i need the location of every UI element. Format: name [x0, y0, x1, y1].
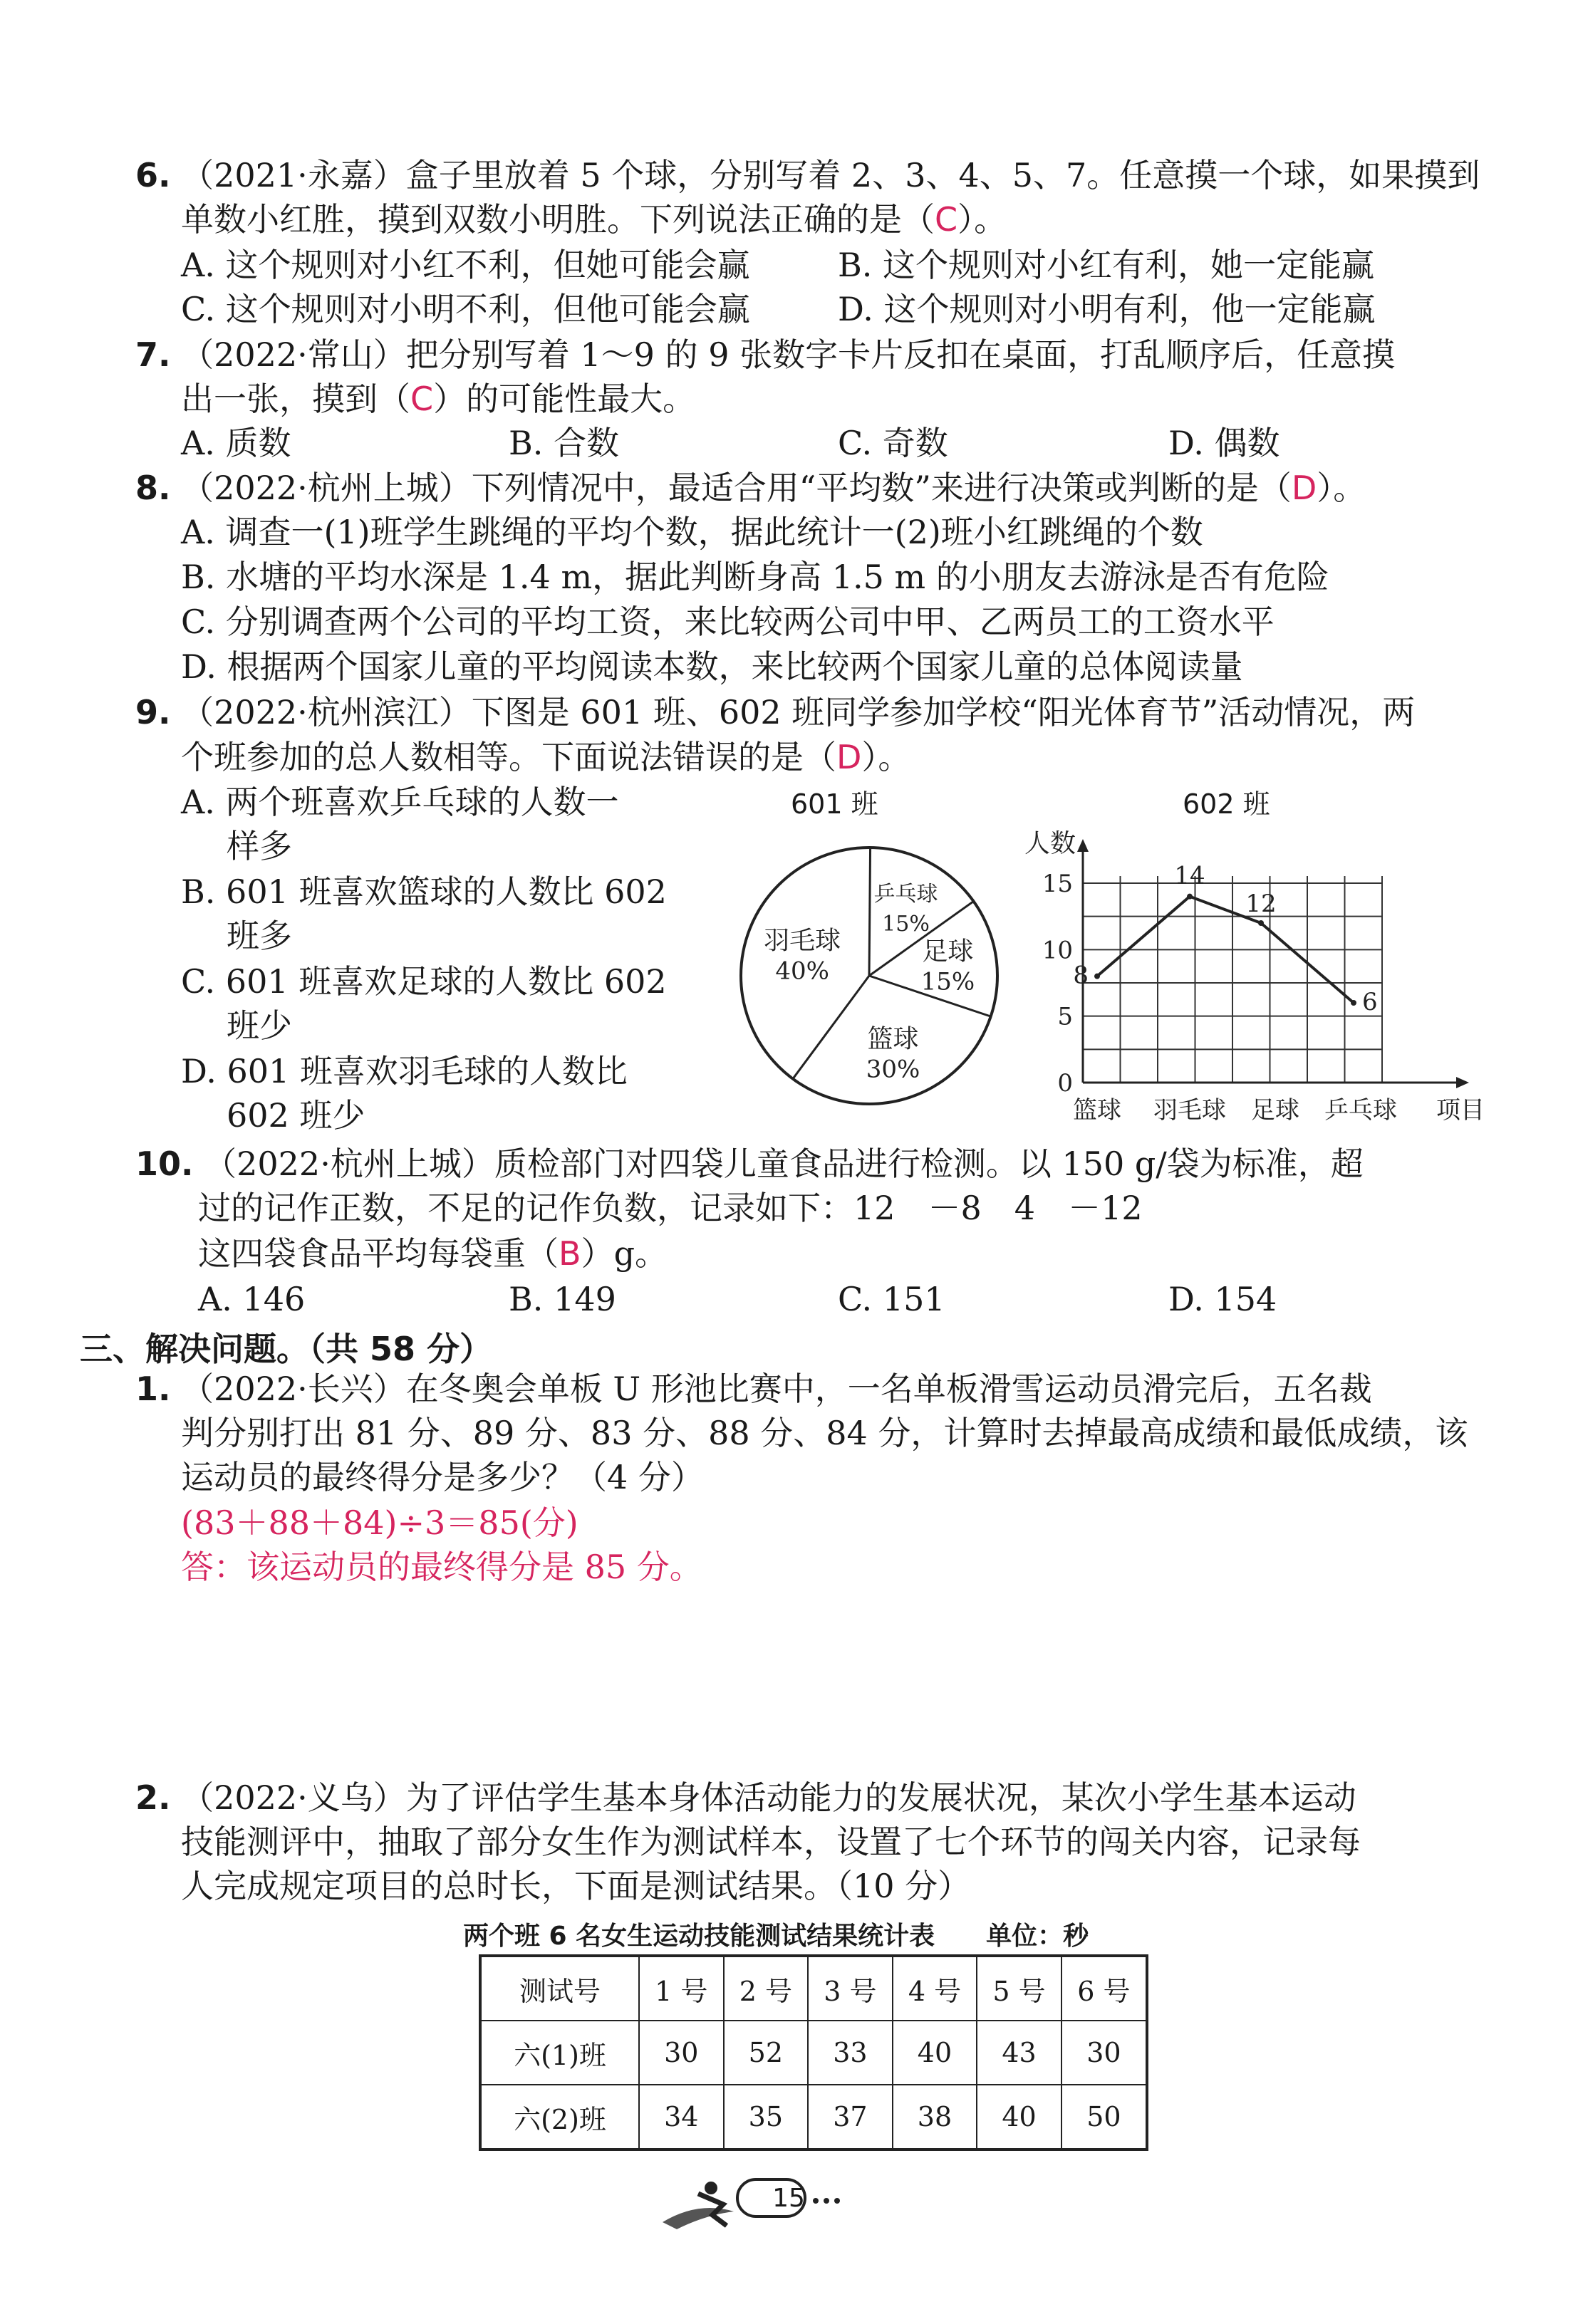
- q9-option-a: A. 两个班喜欢乒乓球的人数一: [181, 783, 619, 821]
- q10-text1: （2022·杭州上城）质检部门对四袋儿童食品进行检测。以 150 g/袋为标准，超: [204, 1145, 1364, 1183]
- table-cell: 30: [639, 2021, 724, 2085]
- p1-answer-calc: (83＋88＋84)÷3＝85(分): [181, 1504, 578, 1542]
- pie-slice-percent: 30%: [866, 1055, 920, 1084]
- q9-option-c: C. 601 班喜欢足球的人数比 602: [181, 962, 667, 1001]
- q7-text2-post: ）的可能性最大。: [433, 380, 696, 418]
- q10-line3: [198, 1232, 668, 1275]
- x-tick-label: 羽毛球: [1153, 1096, 1226, 1125]
- table-cell: 35: [724, 2085, 809, 2150]
- q6-answer: C: [935, 200, 958, 239]
- p2-text2: 技能测评中，抽取了部分女生作为测试样本，设置了七个环节的闯关内容，记录每: [181, 1823, 1361, 1861]
- data-label: 6: [1362, 988, 1378, 1016]
- data-point: [1187, 894, 1193, 900]
- q9-text2-post: ）。: [861, 738, 911, 776]
- q7-option-b: B. 合数: [509, 424, 620, 462]
- q8-answer: D: [1291, 469, 1317, 507]
- q7-text2: 出一张，摸到（: [181, 380, 410, 418]
- table-cell: 六(1)班: [480, 2021, 639, 2085]
- q8-text1-post: ）。: [1317, 469, 1366, 507]
- q10-option-d: D. 154: [1168, 1280, 1277, 1318]
- x-axis-label: 项目: [1436, 1096, 1485, 1125]
- q6-text1: （2021·永嘉）盒子里放着 5 个球，分别写着 2、3、4、5、7。任意摸一个球，如果摸到: [181, 156, 1480, 194]
- table-header: 测试号: [480, 1956, 639, 2021]
- q7-number: 7.: [135, 335, 171, 374]
- q7-option-c: C. 奇数: [838, 424, 948, 462]
- table-header: 4 号: [893, 1956, 977, 2021]
- pie-slice-label: 篮球: [867, 1024, 919, 1054]
- table-row: [480, 2085, 1147, 2150]
- q10-text2: 过的记作正数，不足的记作负数，记录如下：12 －8 4 －12: [198, 1189, 1143, 1227]
- q6-option-c: C. 这个规则对小明不利，但他可能会赢: [181, 290, 750, 328]
- y-tick-label: 5: [1057, 1002, 1073, 1031]
- x-tick-label: 乒乓球: [1324, 1096, 1397, 1125]
- q10-option-c: C. 151: [838, 1280, 945, 1318]
- data-point: [1351, 1000, 1356, 1006]
- q7-option-a: A. 质数: [181, 424, 291, 462]
- section-heading: 三、解决问题。（共 58 分）: [80, 1330, 493, 1368]
- x-axis-arrow: [1456, 1077, 1469, 1088]
- table-cell: 37: [808, 2085, 893, 2150]
- p2-number: 2.: [135, 1778, 171, 1817]
- table-cell: 50: [1061, 2085, 1147, 2150]
- x-tick-label: 足球: [1251, 1096, 1299, 1125]
- data-point: [1094, 974, 1100, 979]
- q10-number: 10.: [135, 1145, 194, 1183]
- q7-line2: [181, 377, 695, 420]
- q6-option-b: B. 这个规则对小红有利，她一定能赢: [838, 246, 1375, 284]
- q9-number: 9.: [135, 693, 171, 731]
- q8-number: 8.: [135, 469, 171, 507]
- data-point: [1258, 920, 1264, 926]
- q9-option-b: B. 601 班喜欢篮球的人数比 602: [181, 872, 667, 911]
- x-tick-label: 篮球: [1073, 1096, 1121, 1125]
- pie-slice-label: 羽毛球: [764, 926, 841, 956]
- p1-number: 1.: [135, 1370, 171, 1408]
- p1-text1: （2022·长兴）在冬奥会单板 U 形池比赛中，一名单板滑雪运动员滑完后，五名裁: [181, 1370, 1372, 1408]
- q8-line1: [135, 467, 1366, 509]
- pie-chart-title: 601 班: [791, 788, 878, 820]
- p1-line1: [135, 1367, 1372, 1410]
- q6-option-d: D. 这个规则对小明有利，他一定能赢: [838, 290, 1376, 328]
- table-cell: 40: [893, 2021, 977, 2085]
- data-label: 8: [1073, 961, 1089, 990]
- table-cell: 38: [893, 2085, 977, 2150]
- table-cell: 43: [977, 2021, 1061, 2085]
- table-header: 1 号: [639, 1956, 724, 2021]
- q7-option-d: D. 偶数: [1168, 424, 1280, 462]
- q6-option-a: A. 这个规则对小红不利，但她可能会赢: [181, 246, 750, 284]
- table-header: 2 号: [724, 1956, 809, 2021]
- pie-slice-percent: 15%: [882, 912, 930, 937]
- q7-text1: （2022·常山）把分别写着 1～9 的 9 张数字卡片反扣在桌面，打乱顺序后，任意摸: [181, 335, 1396, 374]
- pie-chart-601: [712, 819, 1026, 1132]
- q9-option-b-cont: 班多: [227, 917, 292, 955]
- data-label: 12: [1245, 890, 1277, 918]
- p1-answer-text: 答：该运动员的最终得分是 85 分。: [181, 1548, 702, 1586]
- page-number: 15: [772, 2184, 805, 2213]
- q9-text2: 个班参加的总人数相等。下面说法错误的是（: [181, 738, 836, 776]
- table-cell: 30: [1061, 2021, 1147, 2085]
- q9-option-c-cont: 班少: [227, 1006, 292, 1045]
- table-header: 5 号: [977, 1956, 1061, 2021]
- q10-answer: B: [559, 1234, 581, 1273]
- q10-text3: 这四袋食品平均每袋重（: [198, 1234, 559, 1273]
- y-axis-arrow: [1077, 839, 1089, 852]
- table-cell: 52: [724, 2021, 809, 2085]
- p2-line1: [135, 1776, 1356, 1819]
- q9-line2: [181, 736, 910, 778]
- q10-line1: [135, 1142, 1364, 1185]
- pie-slice-label: 足球: [922, 937, 974, 966]
- q8-option-b: B. 水塘的平均水深是 1.4 m，据此判断身高 1.5 m 的小朋友去游泳是否有危险: [181, 558, 1329, 596]
- q9-line1: [135, 691, 1415, 734]
- q7-answer: C: [410, 380, 434, 418]
- data-label: 14: [1174, 861, 1205, 890]
- q8-option-d: D. 根据两个国家儿童的平均阅读本数，来比较两个国家儿童的总体阅读量: [181, 647, 1243, 686]
- line-chart-title: 602 班: [1183, 788, 1270, 820]
- y-axis-label: 人数: [1024, 829, 1076, 858]
- q10-text3-post: ）g。: [581, 1234, 668, 1273]
- q9-option-d-cont: 602 班少: [227, 1096, 365, 1135]
- pie-slice-divider: [869, 848, 871, 976]
- q6-line1: [135, 154, 1480, 197]
- table-header: 3 号: [808, 1956, 893, 2021]
- q8-option-c: C. 分别调查两个公司的平均工资，来比较两公司中甲、乙两员工的工资水平: [181, 603, 1275, 641]
- y-tick-label: 15: [1042, 870, 1073, 898]
- p1-text2: 判分别打出 81 分、89 分、83 分、88 分、84 分，计算时去掉最高成绩和最低成绩，该: [181, 1414, 1468, 1452]
- q6-text2-post: ）。: [957, 200, 1007, 239]
- pie-slice-divider: [793, 976, 869, 1079]
- pie-slice-label: 乒乓球: [873, 882, 938, 907]
- pie-slice-percent: 15%: [920, 967, 975, 996]
- q6-line2: [181, 198, 1007, 241]
- y-tick-label: 10: [1042, 936, 1073, 965]
- q9-option-d: D. 601 班喜欢羽毛球的人数比: [181, 1052, 628, 1090]
- table-cell: 34: [639, 2085, 724, 2150]
- pie-slice-percent: 40%: [775, 957, 829, 986]
- q8-option-a: A. 调查一(1)班学生跳绳的平均个数，据此统计一(2)班小红跳绳的个数: [181, 513, 1203, 551]
- q9-option-a-cont: 样多: [227, 827, 292, 865]
- p1-text3: 运动员的最终得分是多少？（4 分）: [181, 1458, 704, 1496]
- p2-text3: 人完成规定项目的总时长，下面是测试结果。（10 分）: [181, 1867, 971, 1905]
- table-title: 两个班 6 名女生运动技能测试结果统计表 单位：秒: [463, 1922, 1089, 1951]
- table-cell: 40: [977, 2085, 1061, 2150]
- q6-text2: 单数小红胜，摸到双数小明胜。下列说法正确的是（: [181, 200, 935, 239]
- q9-answer: D: [836, 738, 862, 776]
- q9-text1: （2022·杭州滨江）下图是 601 班、602 班同学参加学校“阳光体育节”活动情况，两: [181, 693, 1416, 731]
- y-tick-label: 0: [1057, 1069, 1073, 1098]
- p2-text1: （2022·义乌）为了评估学生基本身体活动能力的发展状况，某次小学生基本运动: [181, 1778, 1356, 1817]
- q10-option-a: A. 146: [198, 1280, 306, 1318]
- table-cell: 33: [808, 2021, 893, 2085]
- table-header-row: [480, 1956, 1147, 2021]
- table-row: [480, 2021, 1147, 2085]
- results-table: [479, 1954, 1148, 2151]
- table-header: 6 号: [1061, 1956, 1147, 2021]
- q8-text1: （2022·杭州上城）下列情况中，最适合用“平均数”来进行决策或判断的是（: [181, 469, 1292, 507]
- q7-line1: [135, 333, 1395, 376]
- table-cell: 六(2)班: [480, 2085, 639, 2150]
- q6-number: 6.: [135, 156, 171, 194]
- q10-option-b: B. 149: [509, 1280, 616, 1318]
- line-chart-602: [997, 819, 1485, 1132]
